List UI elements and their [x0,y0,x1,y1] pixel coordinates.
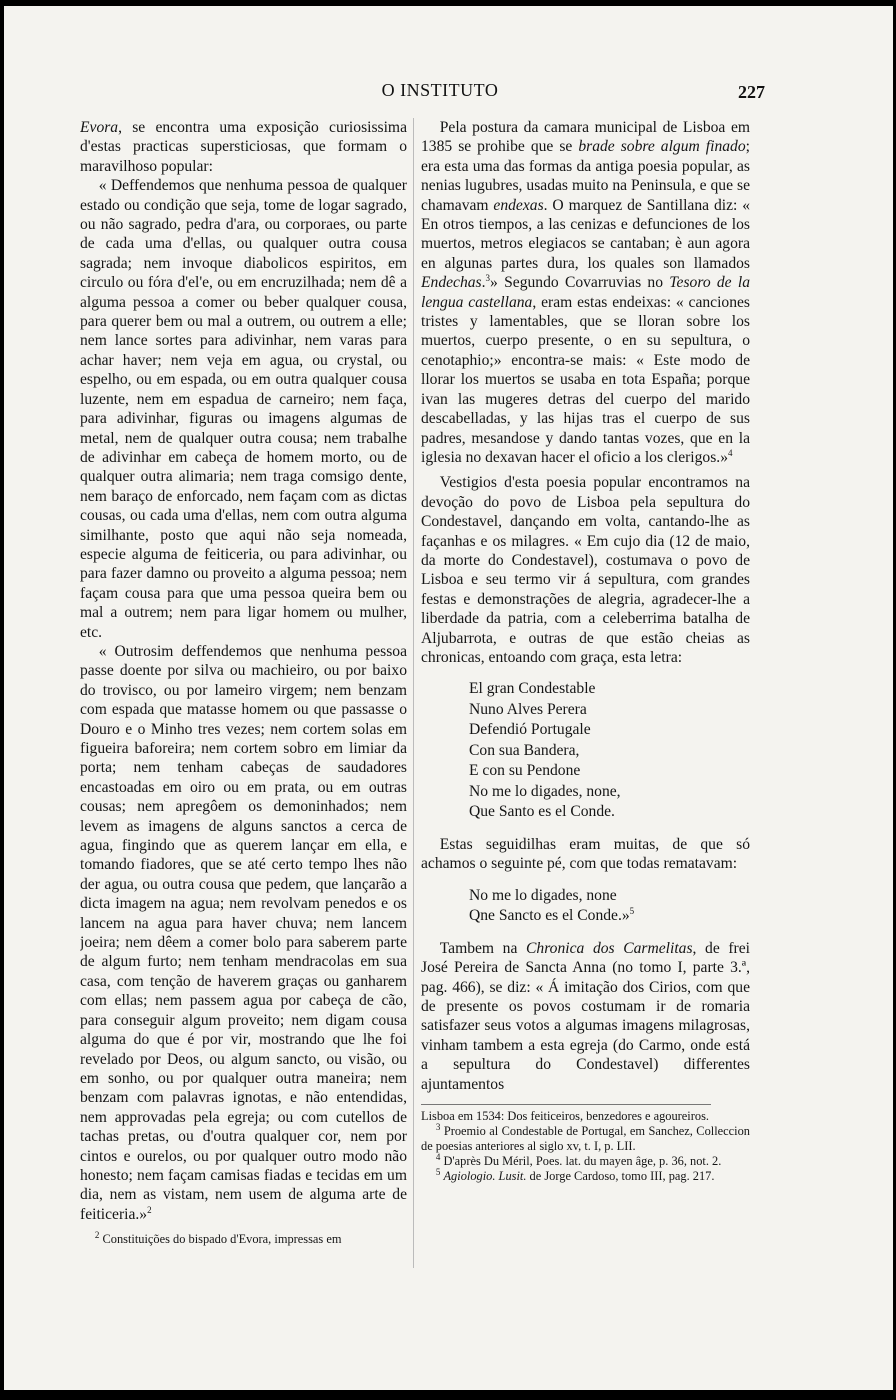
footnote-continuation: Lisboa em 1534: Dos feiticeiros, benzedores e agoureiros. [421,1108,709,1123]
scan-border-left [0,0,4,1400]
footnote-ref: 3 [485,273,491,284]
footnote-area [80,1232,407,1247]
verse-line: El gran Condestable [469,680,596,698]
footnote: $^3$ Proemio al Condestable de Portugal, em Sanchez, Colleccion de poesias anteriores al siglo xv, t. I, p. LII. [421,1121,750,1153]
paragraph-quote-2: « Outrosim deffendemos que nenhuma pessoa passe doente por silva ou machieiro, ou por baixo do trovisco, ou por lameiro virgem; nem benzam com espada que matasse homem ou que passasse o Douro e o Minho tres vezes; nem cortem solas em figueira baforeira; nem cortem sobro em limiar da porta; nem tenham cabeças de saudadores encastoadas em oiro ou em prata, ou em outras cousas; nem apregôem os demoninhados; nem levem as imagens de alguns sanctos a cerca de agua, fingindo que as querem lançar em ella, e tomando fiadores, que se até certo tempo lhes não der agua, ou outra cousa que pedem, que lançarão a dicta imagem na agua; nem revolvam penedos e os lancem na agua para haver chuva; nem lancem joeira; nem dêem a comer bolo para saberem parte de algum furto; nem tenham mendracolas em sua casa, com tenção de haverem graças ou ganharem com ellas; nem passem agua por cabeça de cão, para conseguir algum proveito; nem digam cousa alguma do que é por vir, mostrando que lhe foi revelado por Deos, ou algum sancto, ou visão, ou em sonho, ou por qualquer outra maneira; nem benzam com palavras ignotas, e não entendidas, nem approvadas pela egreja; ou com cutellos de tachas pretas, ou d'outra qualquer cor, nem por cintos e ourelos, ou por qualquer outro modo não honesto; nem façam camisas fiadas e tecidas em um dia, nem as vistam, nem usem de alguma arte de feiticeria.»$^2$ [80,642,407,1223]
place-name: Evora [80,119,119,136]
scan-border-bottom [0,1390,896,1400]
footnote-area [421,1104,750,1184]
verse-line: No me lo digades, none, [469,782,621,800]
footnote: $^5$ Agiologio. Lusit. de Jorge Cardoso, tomo III, pag. 217. [435,1166,715,1183]
verse-line: Con sua Bandera, [469,741,580,759]
paragraph-seguidilhas: Estas seguidilhas eram muitas, de que só achamos o seguinte pé, com que todas rematavam: [421,835,750,873]
right-column [421,118,750,1288]
page-number: 227 [738,82,765,102]
footnote: $^4$ D'après Du Méril, Poes. lat. du mayen âge, p. 36, not. 2. [435,1151,722,1168]
footnote-ref: 5 [629,906,635,916]
verse-line: Qne Sancto es el Conde.»$^5$ [469,906,635,925]
paragraph-carmelitas: Tambem na Chronica dos Carmelitas, de frei José Pereira de Sancta Anna (no tomo I, parte 3.ª, pag. 466), se diz: « Á imitação dos Cirios, com que de presente os povos costumam ir de romaria satisfazer seus votos a algumas imagens milagrosas, vinham tambem a esta egreja (do Carmo, onde está a sepultura do Condestavel) differentes ajuntamentos [421,939,750,1093]
paragraph-vestigios: Vestigios d'esta poesia popular encontramos na devoção do povo de Lisboa pela sepultura do Condestavel, dançando em volta, cantando-lhe as façanhas e os milagres. « Em cujo dia (12 de maio, da morte do Condestavel), costumava o povo de Lisboa e seu termo vir á sepultura, com grandes festas e demonstrações de alegria, agradecer-lhe a liberdade da patria, com a celeberrima batalha de Aljubarrota, e outras de que estão cheias as chronicas, entoando com graça, esta letra: [421,474,750,666]
left-column [80,118,407,1278]
footnote: $^2$ Constituições do bispado d'Evora, impressas em [94,1230,342,1247]
verse-line: E con su Pendone [469,762,581,780]
footnote-rule [421,1104,711,1105]
footnote-ref: 2 [147,1204,152,1215]
running-title: O INSTITUTO [381,80,499,100]
verse-line: Defendió Portugale [469,721,591,739]
footnote-ref: 4 [728,447,733,458]
paragraph-intro: Evora, se encontra uma exposição curiosissima d'estas practicas supersticiosas, que formam o maravilhoso popular: [80,119,407,175]
verse-block [469,679,750,823]
verse-line: No me lo digades, none [469,886,617,904]
verse-line: Nuno Alves Perera [469,700,587,718]
paragraph-endechas: Pela postura da camara municipal de Lisboa em 1385 se prohibe que se brade sobre algum finado; era esta uma das formas da antiga poesia popular, as nenias lugubres, usadas muito na Peninsula, e que se chamavam endexas. O marquez de Santillana diz: « En otros tiempos, a las cenizas e defunciones de los muertos, metros elegiacos se cantaban; è aun agora en algunas partes dura, los quales son llamados Endechas.$^3$» Segundo Covarruvias no Tesoro de la lengua castellana, eram estas endeixas: « canciones tristes y lamentables, que se lloran sobre los muertos, cuerpo presente, o en su sepultura, o cenotaphio;» encontra-se mais: « Este modo de llorar los muertos se usaba en tota España; porque ivan las mugeres detras del cuerpo del marido descabelladas, y las hijas tras el cuerpo de sus padres, mesandose y dando tantas vozes, que en la iglesia no dexavan hacer el oficio a los clerigos.»$^4$ [421,119,750,466]
verse-line: Que Santo es el Conde. [469,803,615,821]
column-divider [413,118,414,1268]
verse-block-2 [469,886,750,927]
scan-border-top [0,0,896,6]
paragraph-quote-1: « Deffendemos que nenhuma pessoa de qualquer estado ou condição que seja, tome de logar sagrado, ou não sagrado, pedra d'ara, ou corporaes, ou parte de cada uma d'ellas, ou qualquer outra cousa sagrada; nem invoque diabolicos espiritos, em circulo ou fóra d'el'e, ou em encruzilhada; nem dê a alguma pessoa a comer ou beber qualquer cousa, para querer bem ou mal a outrem, ou outrem a elle; nem lance sortes para adivinhar, nem varas para achar haver; nem veja em agua, ou crystal, ou espelho, ou em espada, ou em outra qualquer cousa luzente, nem em espadua de carneiro; nem faça, para adivinhar, figuras ou imagens algumas de metal, nem de qualquer outra cousa; nem trabalhe de adivinhar em cabeça de homem morto, ou de qualquer outra alimaria; nem traga comsigo dente, nem baraço de enforcado, nem façam com as dictas cousas, ou cada uma d'ellas, nem com outra alguma similhante, posto que aqui não seja nomeada, especie alguma de feiticeria, ou para adivinhar, ou para fazer damno ou proveito a alguma pessoa; nem façam cousa para que uma pessoa queira bem ou mal a outrem; nem para ligar homem ou mulher, etc. [80,177,407,641]
